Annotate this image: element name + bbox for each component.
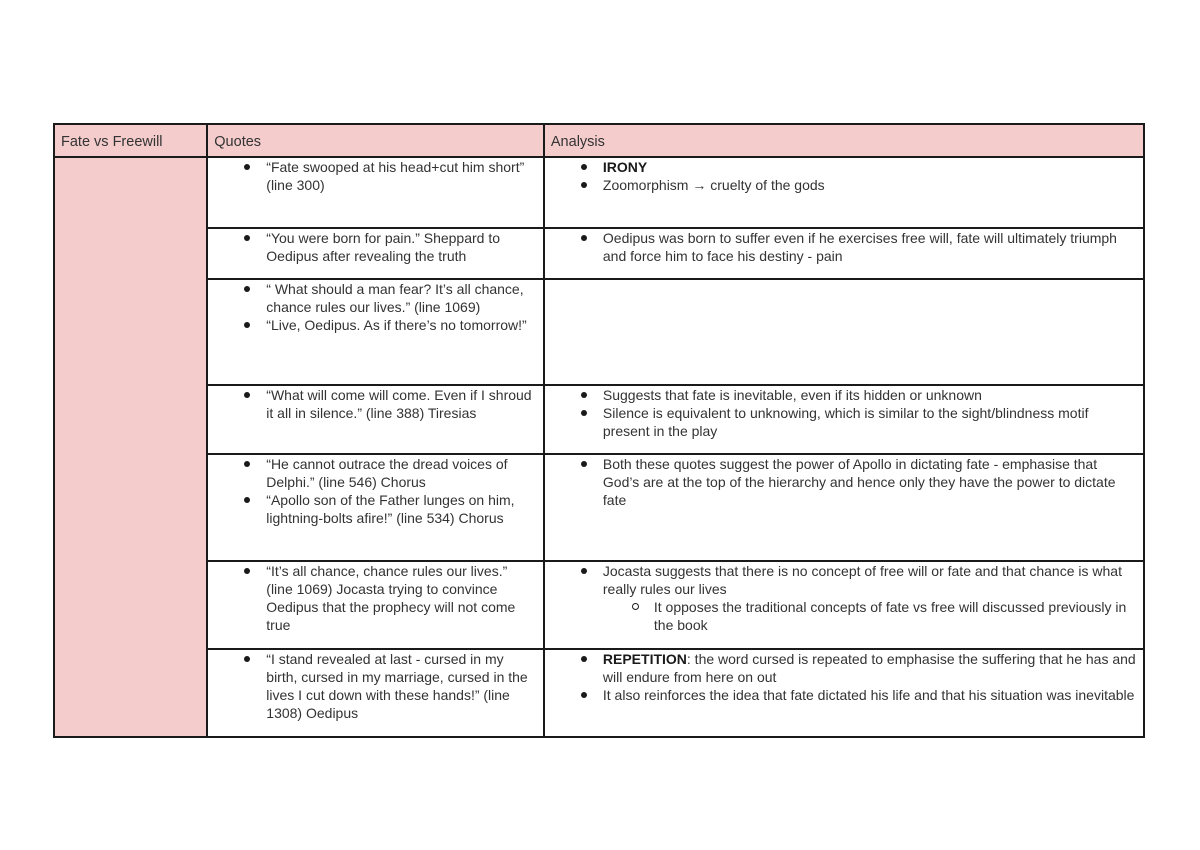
quote-cell bbox=[207, 228, 544, 279]
analysis-cell bbox=[544, 228, 1144, 279]
quote-cell bbox=[207, 157, 544, 228]
quote-item: “Apollo son of the Father lunges on him, lightning-bolts afire!” (line 534) Chorus bbox=[208, 491, 543, 527]
analysis-item: It also reinforces the idea that fate dictated his life and that his situation was inevitable bbox=[545, 686, 1143, 704]
analysis-subitem: It opposes the traditional concepts of fate vs free will discussed previously in the book bbox=[603, 598, 1137, 634]
analysis-item: Both these quotes suggest the power of Apollo in dictating fate - emphasise that God’s are at the top of the hierarchy and hence only they have the power to dictate fate bbox=[545, 455, 1143, 509]
quote-cell bbox=[207, 561, 544, 649]
analysis-header: Analysis bbox=[544, 124, 1144, 157]
header-row bbox=[54, 124, 1144, 157]
quote-item: “Fate swooped at his head+cut him short” (line 300) bbox=[208, 158, 543, 194]
table-row bbox=[54, 279, 1144, 385]
topic-header: Fate vs Freewill bbox=[54, 124, 207, 157]
topic-column bbox=[54, 157, 207, 737]
repetition-label: REPETITION bbox=[602, 651, 687, 667]
analysis-item: Suggests that fate is inevitable, even if its hidden or unknown bbox=[545, 386, 1143, 404]
analysis-item bbox=[545, 562, 1143, 634]
quote-item: “You were born for pain.” Sheppard to Oedipus after revealing the truth bbox=[208, 229, 543, 265]
table-row bbox=[54, 561, 1144, 649]
quote-item: “What will come will come. Even if I shroud it all in silence.” (line 388) Tiresias bbox=[208, 386, 543, 422]
quote-cell bbox=[207, 385, 544, 454]
table-row bbox=[54, 454, 1144, 561]
analysis-item: Silence is equivalent to unknowing, which is similar to the sight/blindness motif present in the play bbox=[545, 404, 1143, 440]
quote-cell bbox=[207, 279, 544, 385]
quotes-header: Quotes bbox=[207, 124, 544, 157]
analysis-cell bbox=[544, 649, 1144, 737]
quote-item: “It’s all chance, chance rules our lives.” (line 1069) Jocasta trying to convince Oedipus that the prophecy will not come true bbox=[208, 562, 543, 634]
analysis-text: : the word cursed is repeated to emphasise the suffering that he has and will endure from here on out bbox=[602, 651, 1136, 685]
analysis-item: Zoomorphism → cruelty of the gods bbox=[545, 176, 1143, 194]
table-row bbox=[54, 385, 1144, 454]
quote-cell bbox=[207, 454, 544, 561]
analysis-cell-empty bbox=[544, 279, 1144, 385]
quote-item: “He cannot outrace the dread voices of Delphi.” (line 546) Chorus bbox=[208, 455, 543, 491]
table-row bbox=[54, 157, 1144, 228]
quote-item: “ What should a man fear? It’s all chance, chance rules our lives.” (line 1069) bbox=[208, 280, 543, 316]
quote-item: “Live, Oedipus. As if there’s no tomorrow!” bbox=[208, 316, 543, 334]
analysis-item: IRONY bbox=[545, 158, 1143, 176]
analysis-cell bbox=[544, 454, 1144, 561]
analysis-cell bbox=[544, 385, 1144, 454]
analysis-cell bbox=[544, 561, 1144, 649]
analysis-cell bbox=[544, 157, 1144, 228]
analysis-text: Jocasta suggests that there is no concept of free will or fate and that chance is what really rules our lives bbox=[602, 563, 1122, 597]
analysis-item bbox=[545, 650, 1143, 686]
table-row bbox=[54, 649, 1144, 737]
table-row bbox=[54, 228, 1144, 279]
fate-vs-freewill-table bbox=[53, 123, 1145, 738]
analysis-item: Oedipus was born to suffer even if he exercises free will, fate will ultimately triumph and force him to face his destiny - pain bbox=[545, 229, 1143, 265]
quote-cell bbox=[207, 649, 544, 737]
quote-item: “I stand revealed at last - cursed in my birth, cursed in my marriage, cursed in the lives I cut down with these hands!” (line 1308) Oedipus bbox=[208, 650, 543, 722]
